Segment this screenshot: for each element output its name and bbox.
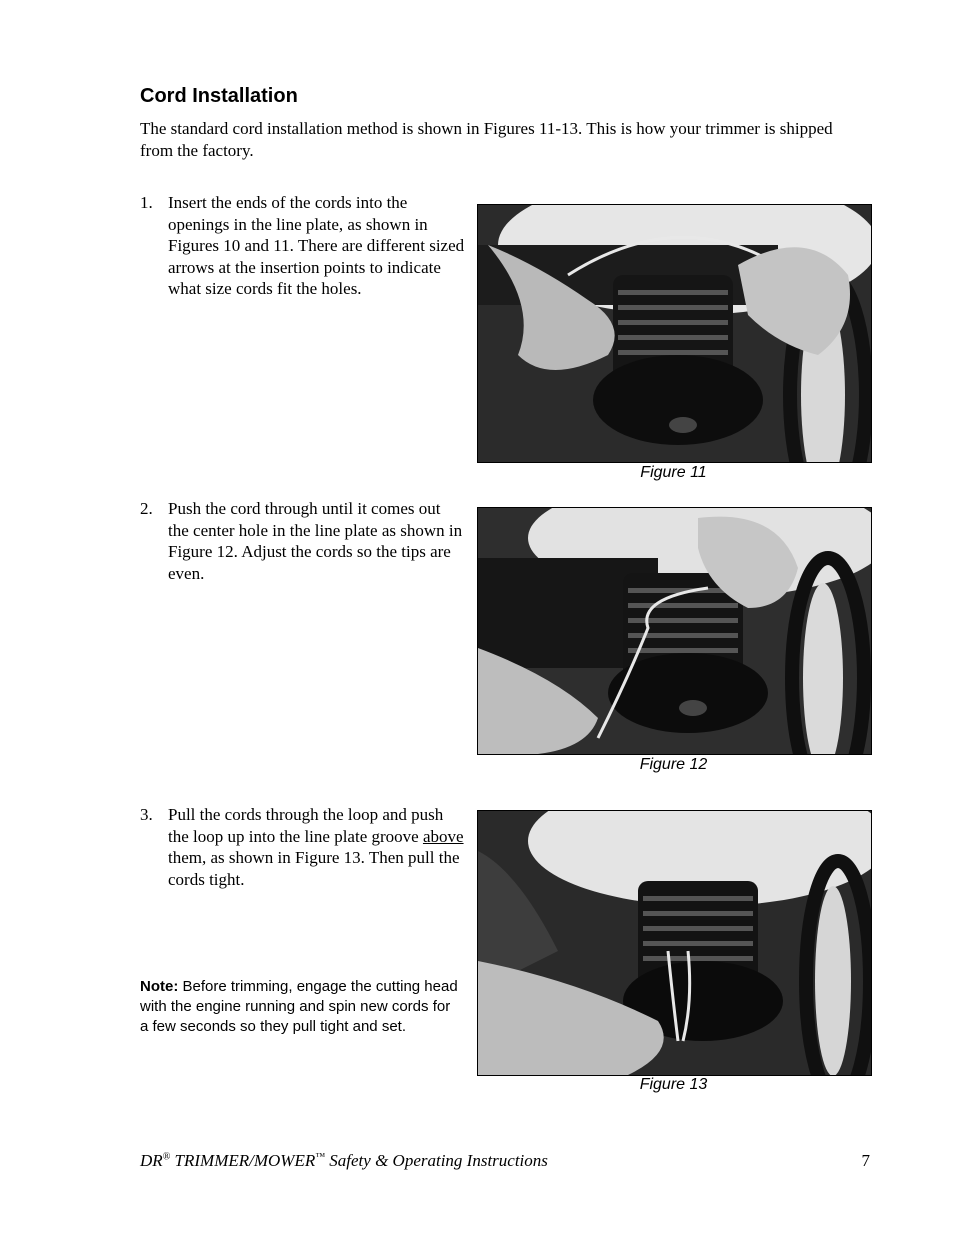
step-text: Push the cord through until it comes out the center hole in the line plate as shown in Figure 12. Adjust the cords so the tips are even.	[168, 499, 463, 583]
step-text: Pull the cords through the loop and push the loop up into the line plate groove above them, as shown in Figure 13. Then pull the cords tight.	[168, 805, 464, 889]
step-number: 3.	[140, 805, 153, 824]
figure-12-caption: Figure 12	[639, 756, 708, 773]
step-2	[140, 498, 465, 584]
figure-11-photo	[477, 204, 872, 463]
page-number: 7	[861, 1151, 870, 1170]
figure-13-photo	[477, 810, 872, 1076]
figure-11-caption: Figure 11	[640, 464, 707, 481]
section-title: Cord Installation	[140, 85, 298, 107]
figure-13-caption: Figure 13	[639, 1076, 708, 1093]
step-1	[140, 192, 465, 300]
step-text: Insert the ends of the cords into the openings in the line plate, as shown in Figures 10 and 11. There are different sized arrows at the insertion points to indicate what size cords fit the holes.	[168, 193, 465, 299]
footer-title: DR® TRIMMER/MOWER™ Safety & Operating Instructions	[140, 1151, 548, 1170]
step-number: 2.	[140, 499, 153, 518]
intro-paragraph: The standard cord installation method is shown in Figures 11-13. This is how your trimmer is shipped from the factory.	[140, 119, 833, 160]
emphasis-above: above	[422, 826, 464, 846]
figure-12-photo	[477, 507, 872, 755]
note-label: Note:	[140, 978, 179, 995]
step-3	[140, 804, 465, 890]
note-text: Before trimming, engage the cutting head with the engine running and spin new cords for a few seconds so they pull tight and set.	[140, 978, 458, 1035]
note-paragraph	[140, 977, 460, 1037]
step-number: 1.	[140, 193, 153, 212]
